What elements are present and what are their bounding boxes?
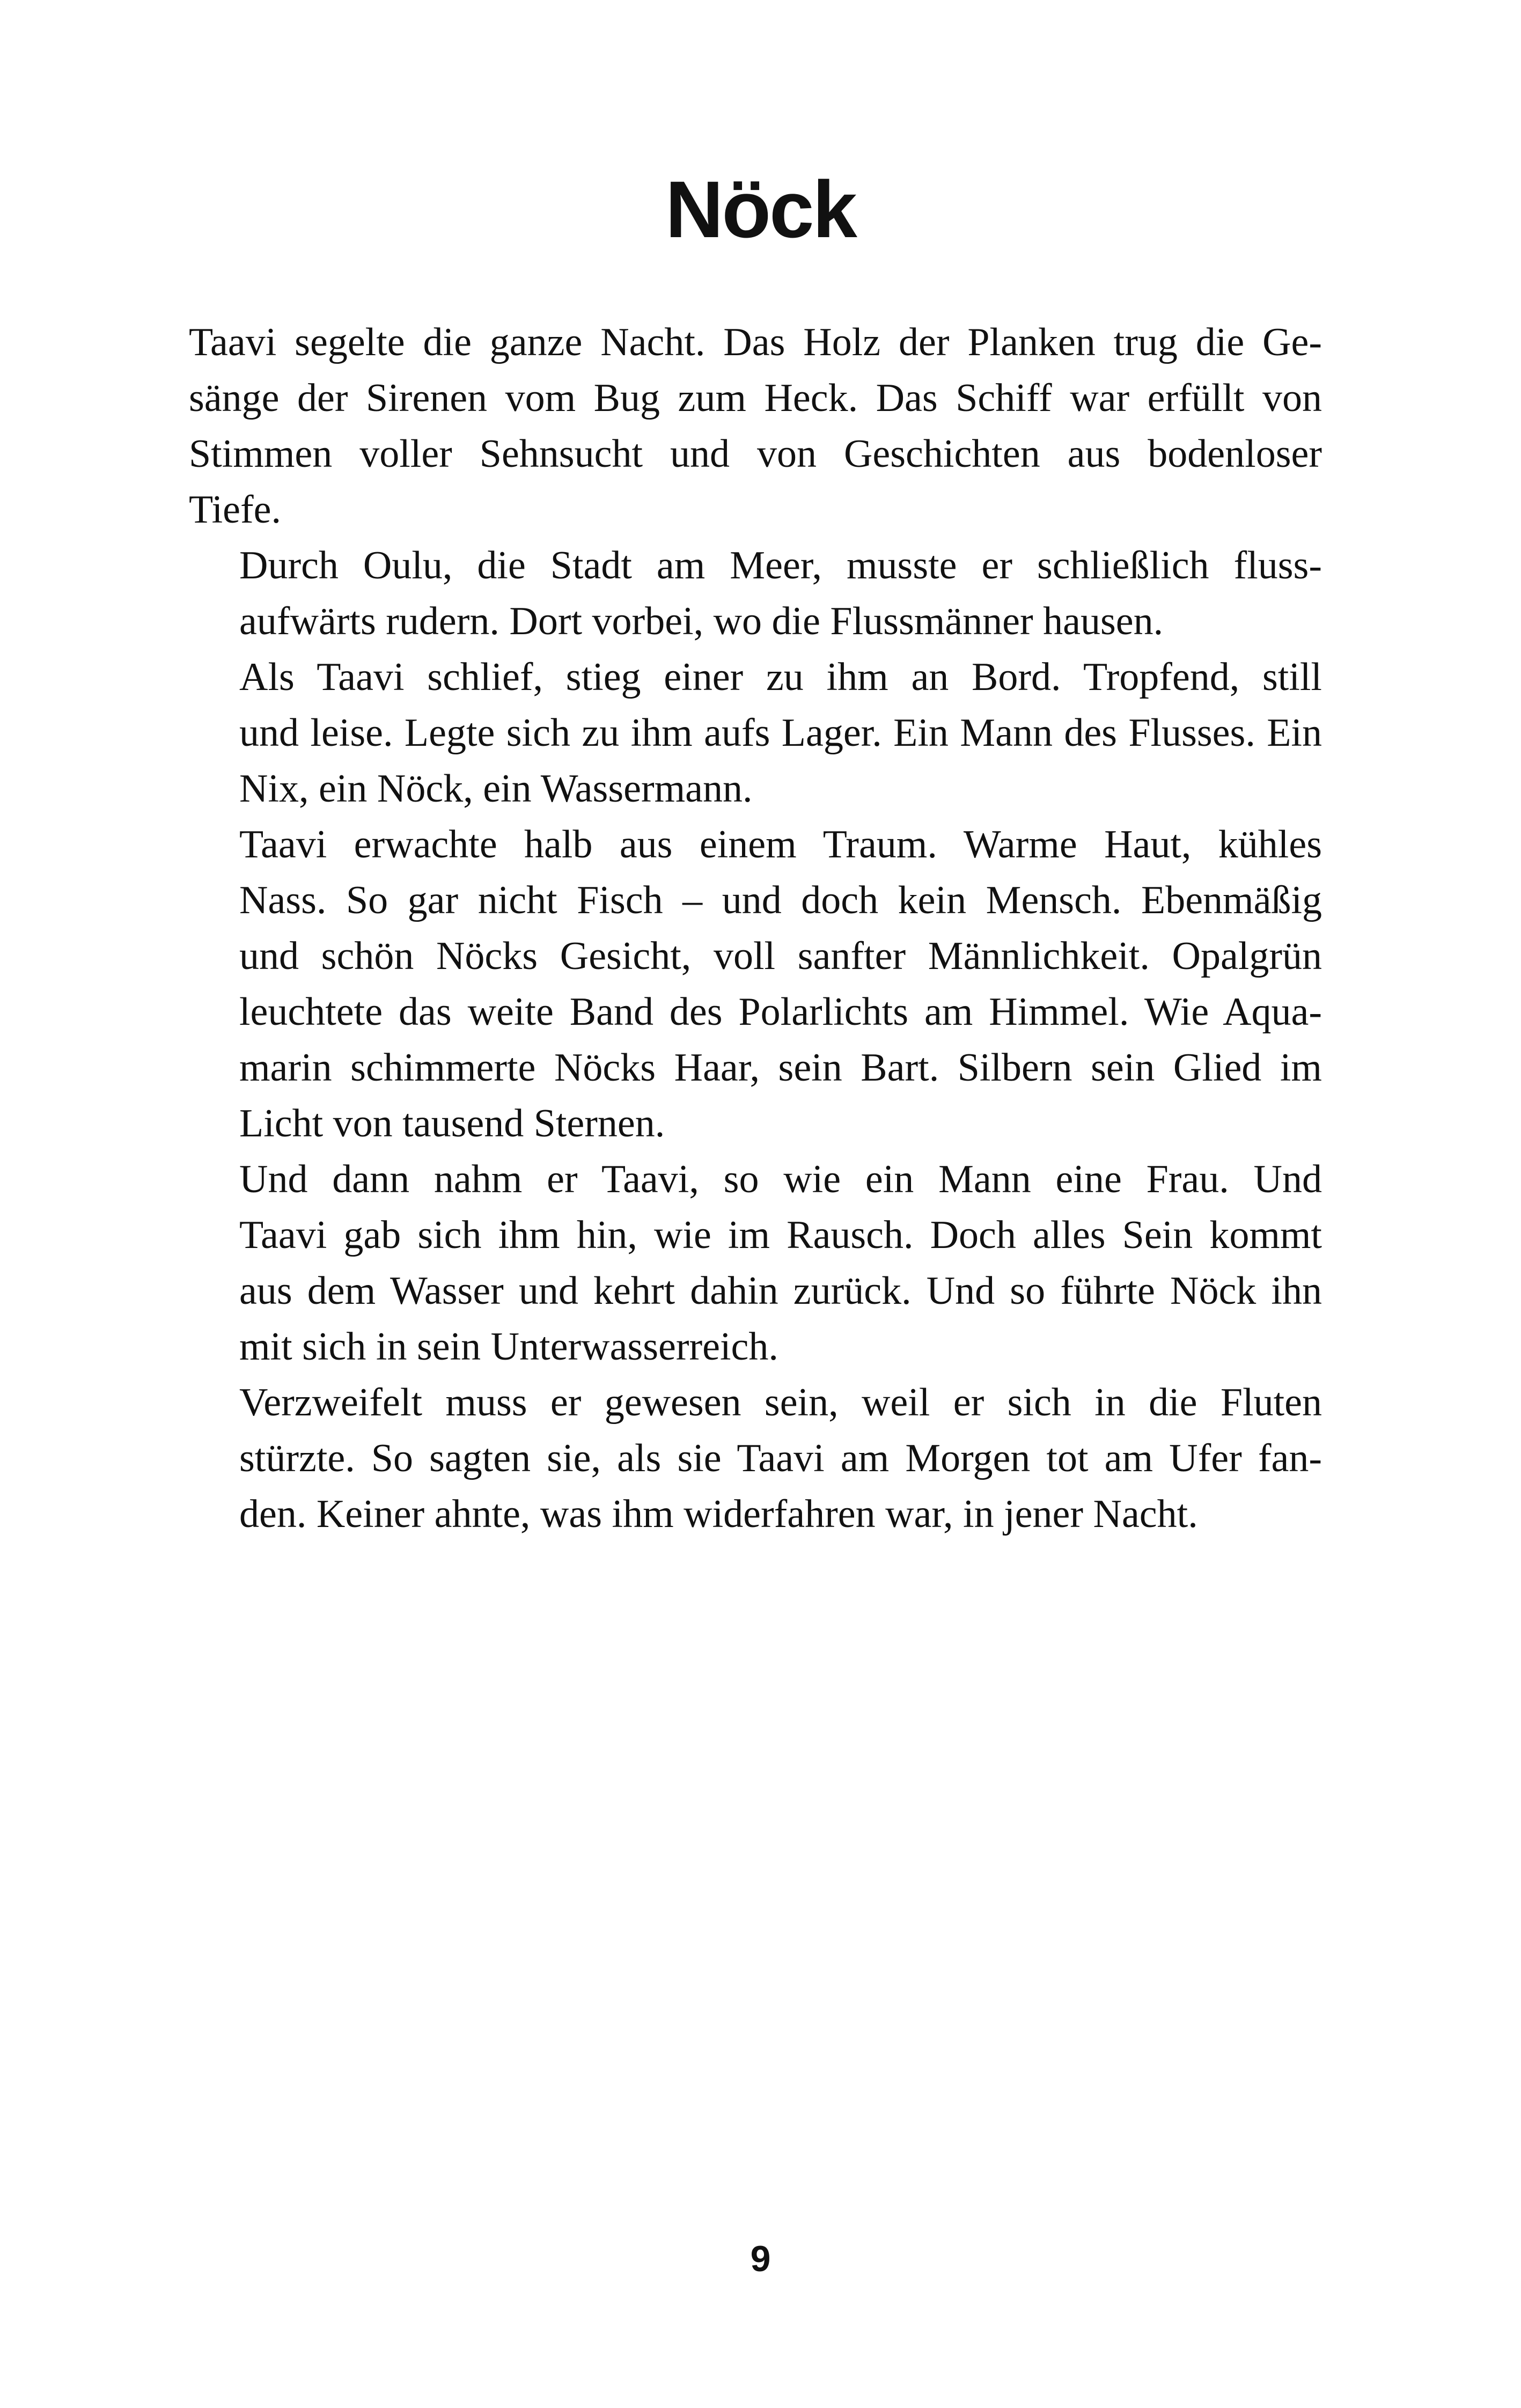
text-line: den. Keiner ahnte, was ihm widerfahren war, in jener Nacht.: [239, 1492, 1198, 1536]
paragraph: [189, 817, 1322, 1151]
paragraph: [189, 314, 1322, 538]
text-line: Tiefe.: [189, 488, 281, 532]
chapter-title: Nöck: [665, 164, 856, 254]
page-number: 9: [750, 2238, 771, 2279]
text-line: Verzweifelt muss er gewesen sein, weil er sich in die Fluten: [239, 1381, 1322, 1425]
text-line: Nix, ein Nöck, ein Wassermann.: [239, 767, 753, 811]
text-line: Taavi erwachte halb aus einem Traum. Warme Haut, kühles: [239, 823, 1322, 867]
text-line: Als Taavi schlief, stieg einer zu ihm an Bord. Tropfend, still: [239, 655, 1322, 699]
paragraph: [189, 649, 1322, 817]
text-line: Und dann nahm er Taavi, so wie ein Mann eine Frau. Und: [239, 1157, 1322, 1201]
paragraph: [189, 538, 1322, 649]
text-line: Stimmen voller Sehnsucht und von Geschichten aus bodenloser: [189, 432, 1322, 476]
text-line: Taavi segelte die ganze Nacht. Das Holz der Planken trug die Ge-: [189, 320, 1322, 364]
text-line: sänge der Sirenen vom Bug zum Heck. Das Schiff war erfüllt von: [189, 376, 1322, 420]
text-line: leuchtete das weite Band des Polarlichts am Himmel. Wie Aqua-: [239, 990, 1322, 1034]
text-line: Licht von tausend Sternen.: [239, 1102, 665, 1146]
text-line: stürzte. So sagten sie, als sie Taavi am Morgen tot am Ufer fan-: [239, 1436, 1322, 1480]
paragraph: [189, 1151, 1322, 1375]
paragraph: [189, 1375, 1322, 1542]
text-line: Nass. So gar nicht Fisch – und doch kein Mensch. Ebenmäßig: [239, 878, 1322, 922]
text-line: marin schimmerte Nöcks Haar, sein Bart. Silbern sein Glied im: [239, 1046, 1322, 1090]
text-line: Taavi gab sich ihm hin, wie im Rausch. Doch alles Sein kommt: [239, 1213, 1322, 1257]
text-line: aus dem Wasser und kehrt dahin zurück. Und so führte Nöck ihn: [239, 1269, 1322, 1313]
chapter-body: [189, 314, 1322, 1542]
text-line: und schön Nöcks Gesicht, voll sanfter Männlichkeit. Opalgrün: [239, 934, 1322, 978]
text-line: und leise. Legte sich zu ihm aufs Lager. Ein Mann des Flusses. Ein: [239, 711, 1322, 755]
text-line: aufwärts rudern. Dort vorbei, wo die Flussmänner hausen.: [239, 599, 1164, 643]
text-line: mit sich in sein Unterwasserreich.: [239, 1325, 778, 1369]
text-line: Durch Oulu, die Stadt am Meer, musste er schließlich fluss-: [239, 544, 1322, 588]
